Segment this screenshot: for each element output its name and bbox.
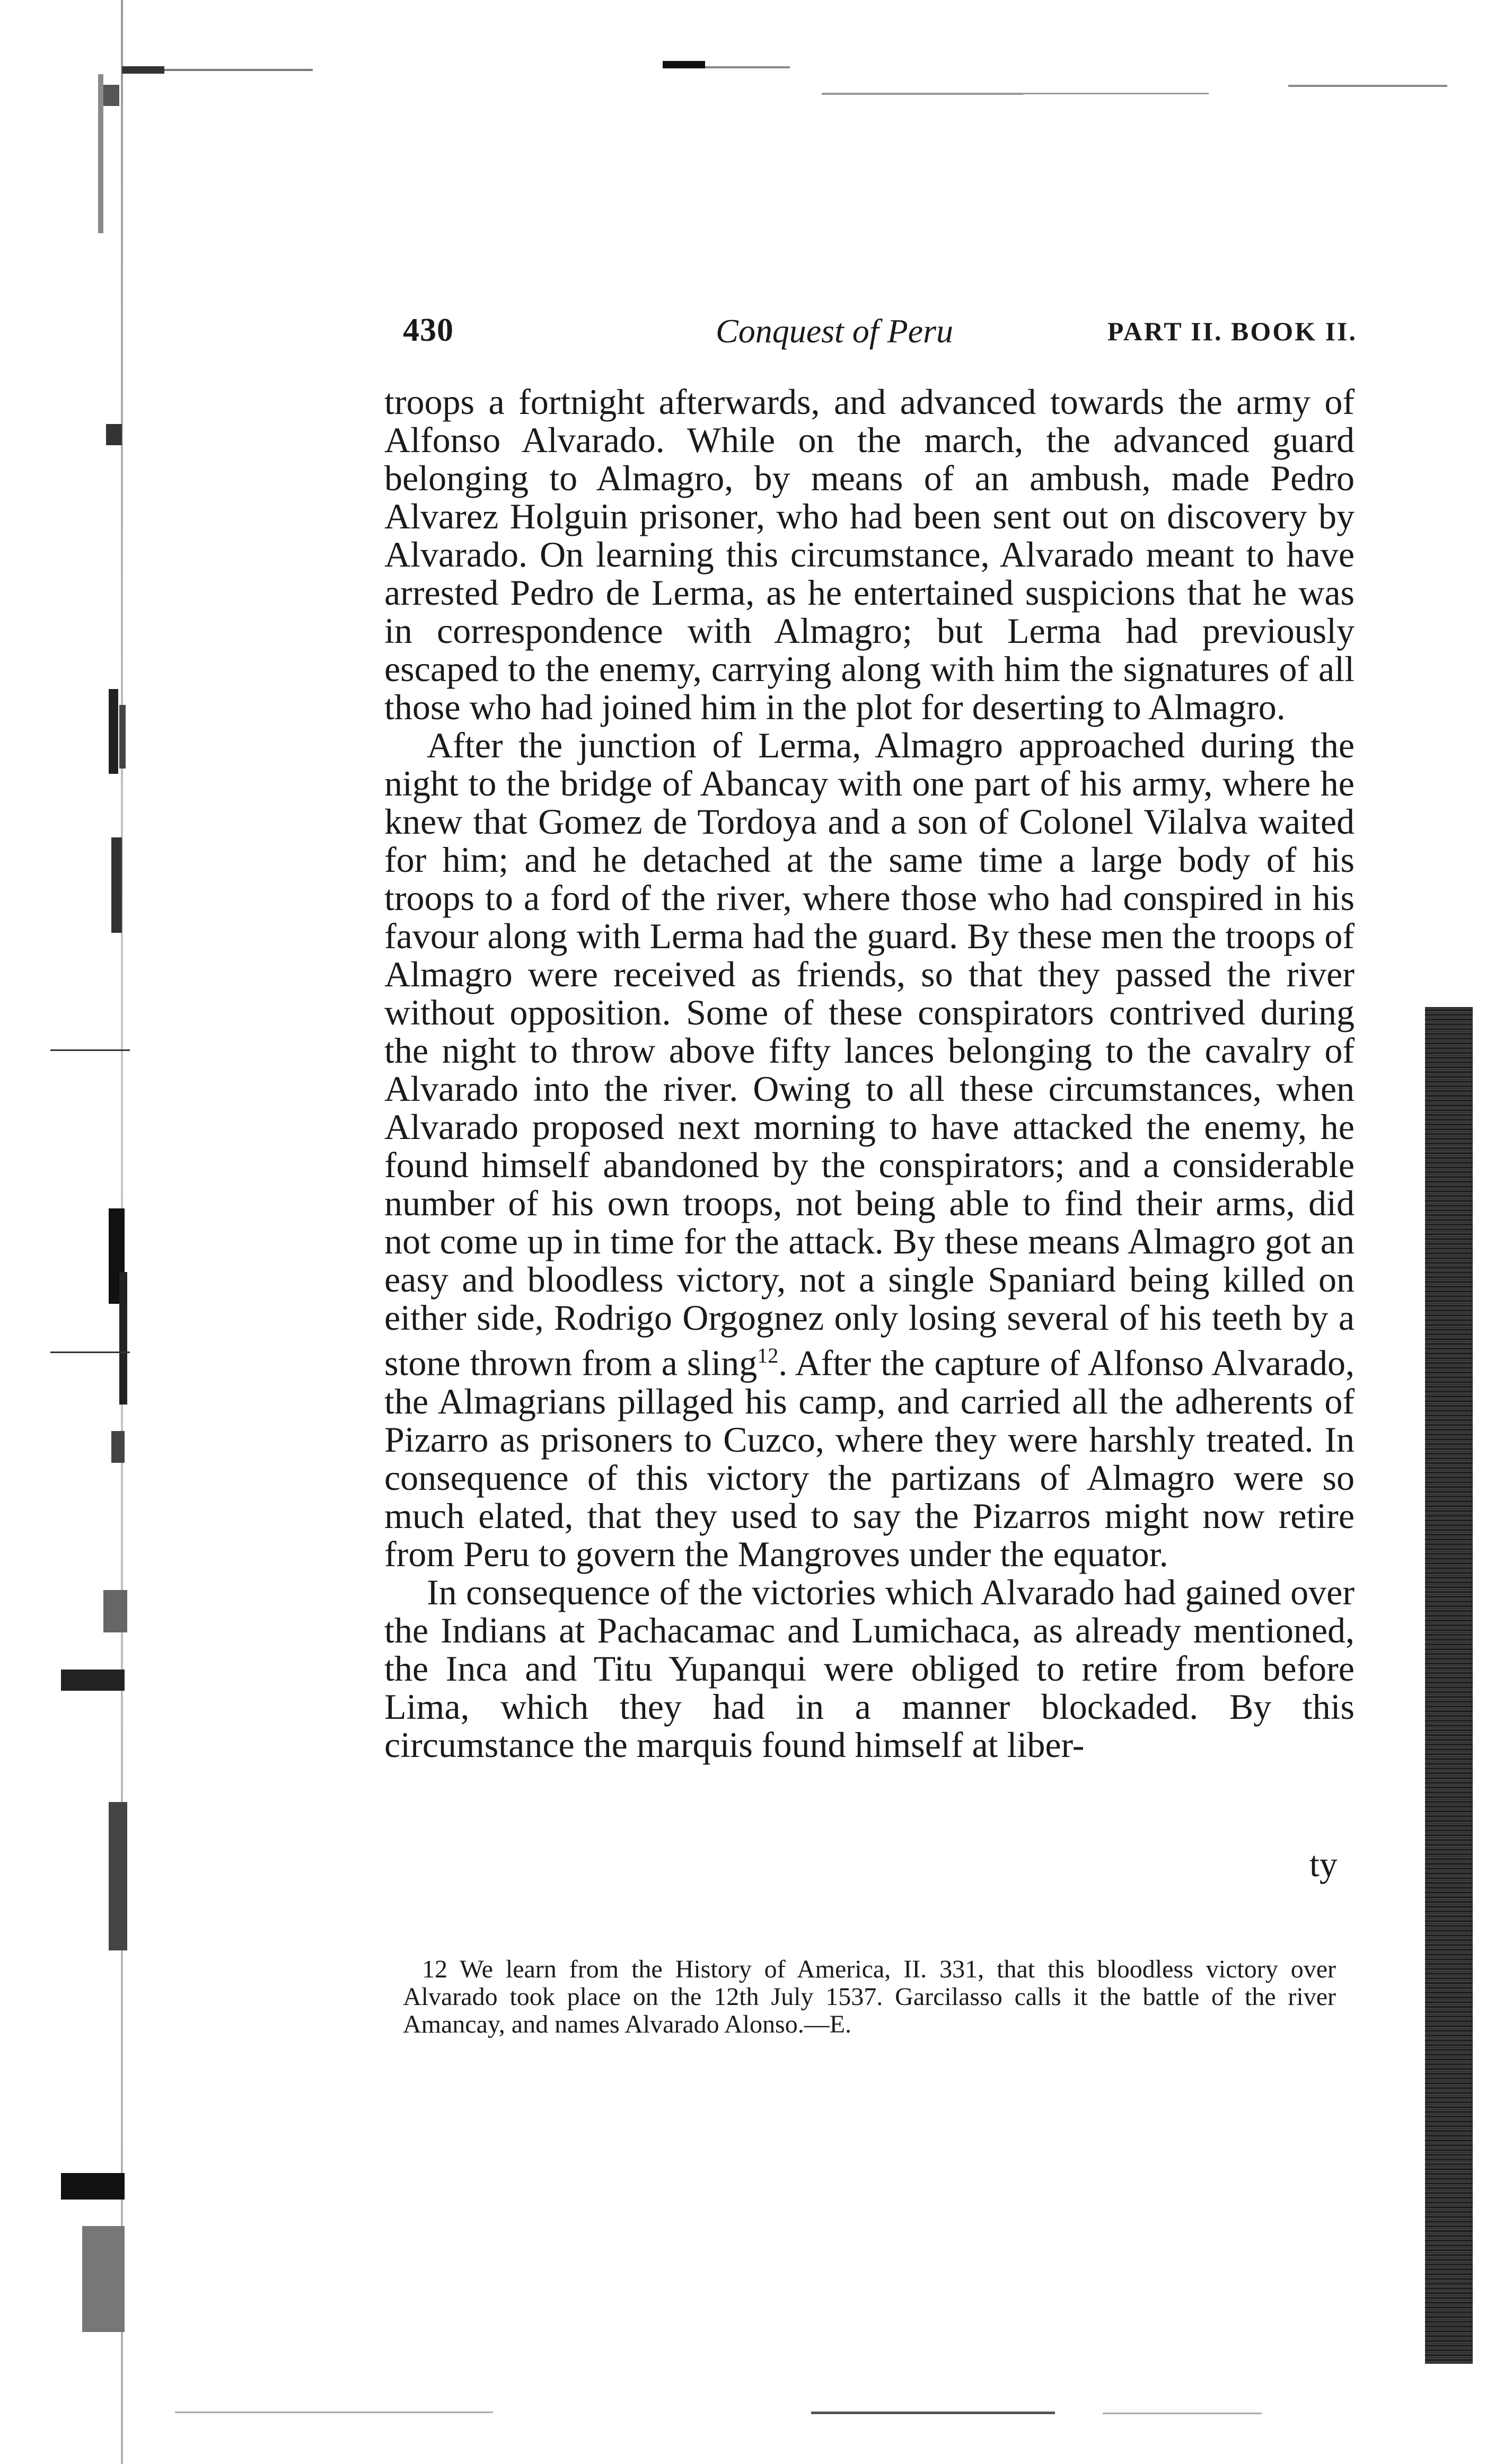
footnote-reference: 12	[757, 1344, 779, 1367]
paragraph-2-text: After the junction of Lerma, Almagro approached during the night to the bridge of Abancay with one part of his army, where he knew that Gomez de Tordoya and a son of Colonel Vilalva waited for him; and he detached at the same time a large body of his troops to a ford of the river, where those who had conspired in his favour along with Lerma had the guard. By these men the troops of Almagro were received as friends, so that they passed the river without opposition. Some of these conspirators contrived during the night to throw above fifty lances belonging to the cavalry of Alvarado into the river. Owing to all these circumstances, when Alvarado proposed next morning to have attacked the enemy, he found himself abandoned by the conspirators; and a considerable number of his own troops, not being able to find their arms, did not come up in time for the attack. By these means Almagro got an easy and bloodless victory, not a single Spaniard being killed on either side, Rodrigo Orgognez only losing several of his teeth by a stone thrown from a sling	[384, 725, 1355, 1383]
scan-bleed-left	[50, 53, 130, 2412]
paragraph-2	[384, 726, 1355, 1573]
body-text	[384, 383, 1355, 1764]
page-number: 430	[403, 312, 454, 348]
scan-noise-top	[122, 56, 1474, 103]
footnote: 12 We learn from the History of America, II. 331, that this bloodless victory over Alvarado took place on the 12th July 1537. Garcilasso calls it the battle of the river Amancay, and names Alvarado Alonso.—E.	[403, 1955, 1336, 2038]
paragraph-3: In consequence of the victories which Alvarado had gained over the Indians at Pachacamac and Lumichaca, as already mentioned, the Inca and Titu Yupanqui were obliged to retire from before Lima, which they had in a manner blockaded. By this circumstance the marquis found himself at liber-	[384, 1571, 1355, 1765]
scan-binding-shadow	[1425, 1007, 1473, 2364]
page-header	[403, 312, 1357, 354]
scan-noise-bottom	[122, 2396, 1474, 2427]
part-book-label: PART II. BOOK II.	[1107, 316, 1357, 346]
catchword: ty	[1309, 1844, 1338, 1884]
running-title: Conquest of Peru	[716, 312, 953, 350]
paragraph-1: troops a fortnight afterwards, and advanced towards the army of Alfonso Alvarado. While on the march, the advanced guard belonging to Almagro, by means of an ambush, made Pedro Alvarez Holguin prisoner, who had been sent out on discovery by Alvarado. On learning this circumstance, Alvarado meant to have arrested Pedro de Lerma, as he entertained suspicions that he was in correspondence with Almagro; but Lerma had previously escaped to the enemy, carrying along with him the signatures of all those who had joined him in the plot for deserting to Almagro.	[384, 382, 1355, 727]
paragraph-2-continued: . After the capture of Alfonso Alvarado, the Almagrians pillaged his camp, and carried all the adherents of Pizarro as prisoners to Cuzco, where they were harshly treated. In consequence of this victory the partizans of Almagro were so much elated, that they used to say the Pizarros might now retire from Peru to govern the Mangroves under the equator.	[384, 1343, 1355, 1574]
